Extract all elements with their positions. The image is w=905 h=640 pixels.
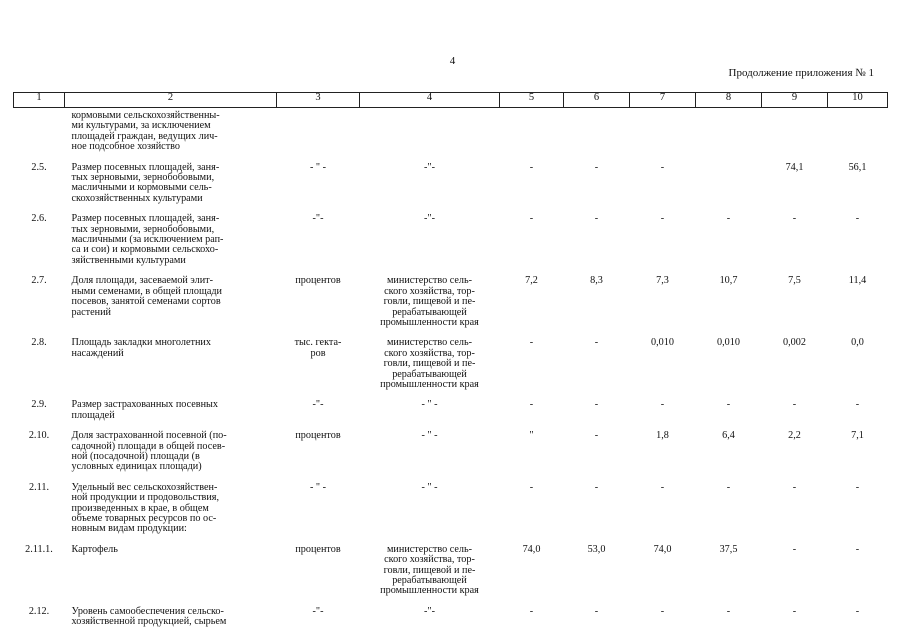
value-cell: 0,010: [717, 337, 740, 349]
value-cell: -: [529, 161, 534, 173]
table-row: [14, 390, 888, 421]
value-cell: -: [855, 213, 860, 225]
row-number: 2.6.: [31, 213, 47, 225]
responsible-body: -"-: [424, 605, 435, 617]
value-cell: -: [660, 161, 665, 173]
responsible-body: - " -: [421, 481, 438, 493]
unit-of-measure: процентов: [295, 430, 341, 442]
responsible-body: министерство сель- ского хозяйства, тор- говли, пищевой и пе- рерабатывающей промышленности края: [380, 337, 479, 390]
value-cell: -: [792, 213, 797, 225]
value-cell: -: [855, 481, 860, 493]
header-row: [14, 93, 888, 108]
table-row: [14, 108, 888, 153]
value-cell: -: [594, 213, 599, 225]
responsible-body: министерство сель- ского хозяйства, тор- говли, пищевой и пе- рерабатывающей промышленности края: [380, 543, 479, 597]
table-row: [14, 153, 888, 205]
indicator-name: Удельный вес сельскохозяйствен- ной продукции и продовольствия, произведенных в крае, в общем объеме товарных ресурсов по ос- новным видам продукции:: [71, 481, 220, 535]
value-cell: -: [792, 605, 797, 617]
header-cell: 7: [630, 93, 696, 108]
responsible-body: - " -: [421, 399, 438, 411]
continuation-label: Продолжение приложения № 1: [728, 67, 874, 79]
indicator-name: Размер застрахованных посевных площадей: [71, 399, 218, 421]
unit-of-measure: -"-: [312, 605, 324, 617]
row-number: [14, 108, 65, 153]
value-cell: 8,3: [590, 275, 603, 287]
value-cell: -: [529, 337, 534, 349]
value-cell: 7,2: [525, 275, 538, 287]
header-cell: 9: [762, 93, 828, 108]
value-cell: -: [855, 399, 860, 411]
value-cell: [630, 108, 696, 153]
table-row: [14, 421, 888, 473]
value-cell: 74,1: [785, 161, 804, 173]
indicator-name: Площадь закладки многолетних насаждений: [71, 337, 211, 359]
unit-of-measure: -"-: [312, 213, 324, 225]
responsible-body: -"-: [424, 213, 435, 225]
unit-of-measure: [277, 108, 360, 153]
unit-of-measure: - " -: [309, 481, 327, 493]
indicator-name: Размер посевных площадей, заня- тых зерновыми, зернобобовыми, масличными и кормовыми сель- скохозяйственных культурами: [71, 161, 220, 204]
responsible-body: - " -: [421, 430, 438, 442]
value-cell: [500, 108, 564, 153]
header-cell: 1: [14, 93, 65, 108]
value-cell: -: [660, 399, 665, 411]
unit-of-measure: - " -: [309, 161, 327, 173]
table-row: [14, 473, 888, 535]
value-cell: -: [660, 213, 665, 225]
value-cell: 7,5: [788, 275, 801, 287]
value-cell: -: [855, 605, 860, 617]
value-cell: 0,002: [783, 337, 806, 349]
header-cell: 10: [828, 93, 888, 108]
header-cell: 4: [360, 93, 500, 108]
value-cell: ": [529, 430, 534, 442]
value-cell: -: [660, 605, 665, 617]
value-cell: -: [855, 543, 860, 555]
value-cell: [696, 108, 762, 153]
value-cell: -: [529, 399, 534, 411]
unit-of-measure: процентов: [295, 275, 341, 287]
unit-of-measure: тыс. гекта- ров: [294, 337, 342, 359]
value-cell: 1,8: [656, 430, 669, 442]
value-cell: 0,010: [651, 337, 674, 349]
value-cell: -: [594, 399, 599, 411]
value-cell: 56,1: [848, 161, 867, 173]
row-number: 2.7.: [31, 275, 47, 287]
value-cell: [762, 108, 828, 153]
value-cell: 37,5: [719, 543, 738, 555]
responsible-body: -"-: [424, 161, 435, 173]
row-number: 2.9.: [31, 399, 47, 411]
value-cell: -: [529, 481, 534, 493]
responsible-body: [360, 108, 500, 153]
value-cell: -: [660, 481, 665, 493]
value-cell: 0,0: [851, 337, 864, 349]
unit-of-measure: процентов: [295, 543, 341, 555]
value-cell: [564, 108, 630, 153]
value-cell: -: [726, 481, 731, 493]
value-cell: 2,2: [788, 430, 801, 442]
table-row: [14, 204, 888, 266]
indicators-table: [13, 92, 888, 628]
value-cell: -: [529, 213, 534, 225]
indicator-name: кормовыми сельскохозяйственны- ми культурами, за исключением площадей граждан, ведущих лич- ное подсобное хозяйство: [71, 110, 220, 153]
value-cell: -: [594, 481, 599, 493]
responsible-body: министерство сель- ского хозяйства, тор- говли, пищевой и пе- рерабатывающей промышленности края: [380, 275, 479, 328]
value-cell: -: [594, 605, 599, 617]
unit-of-measure: -"-: [312, 399, 324, 411]
value-cell: -: [792, 543, 797, 555]
value-cell: -: [792, 481, 797, 493]
value-cell: [696, 153, 762, 205]
value-cell: 74,0: [653, 543, 672, 555]
value-cell: 10,7: [719, 275, 738, 287]
row-number: 2.11.: [29, 481, 49, 493]
value-cell: 7,1: [851, 430, 864, 442]
table-row: [14, 328, 888, 390]
value-cell: [828, 108, 888, 153]
value-cell: -: [726, 605, 731, 617]
indicator-name: Картофель: [71, 543, 118, 555]
indicator-name: Размер посевных площадей, заня- тых зерновыми, зернобобовыми, масличными (за исключением рап- са и сои) и кормовыми сельскохо- зяйственными культурами: [71, 213, 224, 266]
page-number: 4: [449, 55, 456, 67]
value-cell: -: [594, 430, 599, 442]
value-cell: 53,0: [587, 543, 606, 555]
row-number: 2.5.: [31, 161, 47, 173]
indicator-name: Доля застрахованной посевной (по- садочной) площади в общей посев- ной (посадочной) площади (в условных единицах площади): [71, 430, 227, 473]
indicator-name: Доля площади, засеваемой элит- ными семенами, в общей площади посевов, занятой семенами сортов растений: [71, 275, 222, 318]
row-number: 2.12.: [28, 605, 50, 617]
header-cell: 6: [564, 93, 630, 108]
table-row: [14, 597, 888, 628]
value-cell: 6,4: [722, 430, 735, 442]
value-cell: -: [792, 399, 797, 411]
header-cell: 3: [277, 93, 360, 108]
value-cell: -: [594, 337, 599, 349]
table-row: [14, 535, 888, 597]
value-cell: 74,0: [522, 543, 541, 555]
value-cell: -: [594, 161, 599, 173]
row-number: 2.8.: [31, 337, 47, 349]
value-cell: -: [726, 399, 731, 411]
value-cell: 11,4: [848, 275, 867, 287]
header-cell: 8: [696, 93, 762, 108]
header-cell: 2: [65, 93, 277, 108]
row-number: 2.10.: [28, 430, 50, 442]
indicator-name: Уровень самообеспечения сельско- хозяйственной продукцией, сырьем: [71, 605, 227, 628]
header-cell: 5: [500, 93, 564, 108]
value-cell: -: [529, 605, 534, 617]
value-cell: -: [726, 213, 731, 225]
row-number: 2.11.1.: [25, 543, 53, 555]
value-cell: 7,3: [656, 275, 669, 287]
table-row: [14, 266, 888, 328]
